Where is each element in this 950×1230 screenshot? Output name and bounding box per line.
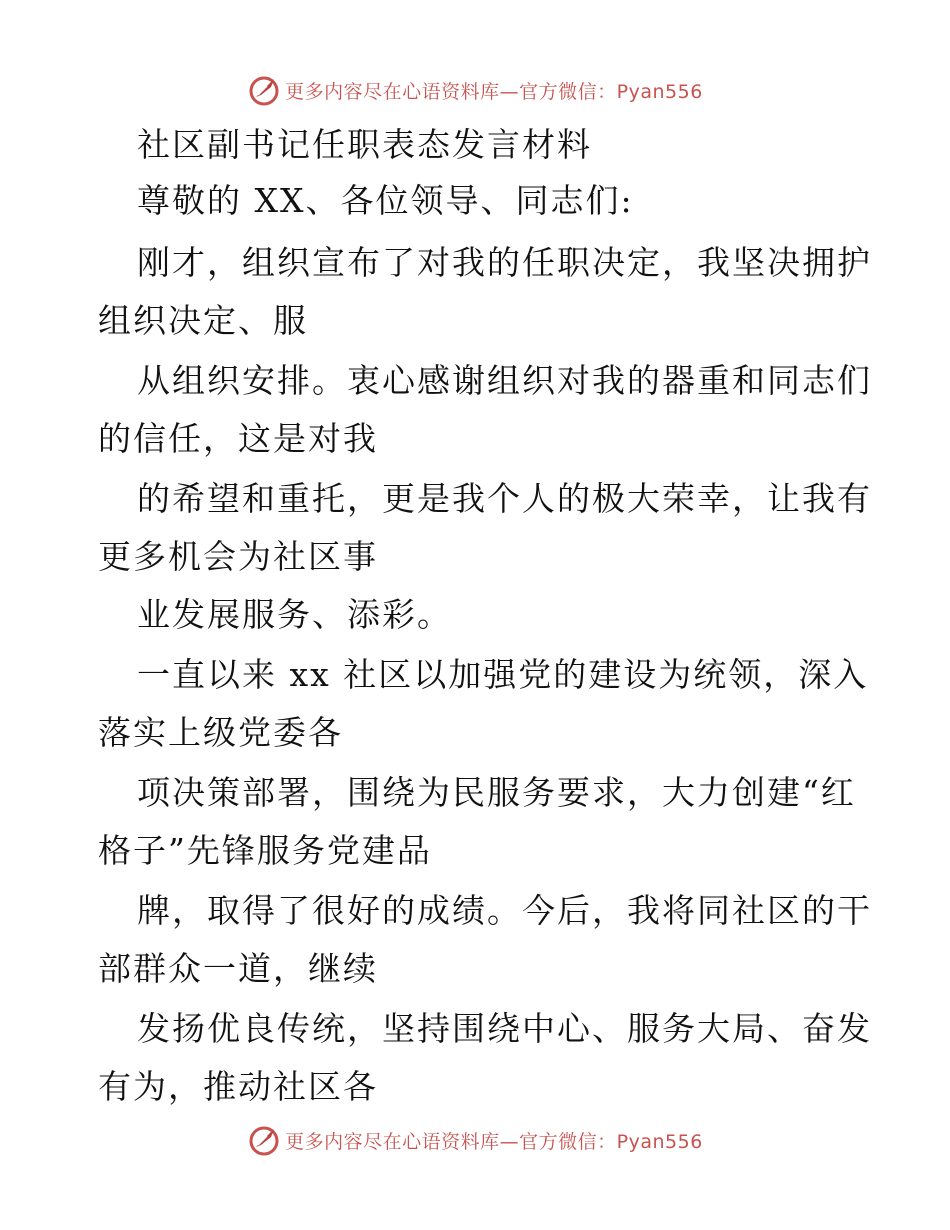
header-banner — [0, 70, 950, 110]
body-line: 一直以来 xx 社区以加强党的建设为统领，深入 — [137, 655, 869, 694]
body-line: 的希望和重托，更是我个人的极大荣幸，让我有 — [137, 479, 872, 518]
body-line: 牌，取得了很好的成绩。今后，我将同社区的干 — [137, 891, 872, 930]
body-line: 落实上级党委各 — [98, 713, 343, 752]
quill-logo-icon — [247, 1123, 281, 1157]
footer-banner — [0, 1120, 950, 1160]
quill-logo-icon — [247, 73, 281, 107]
header-banner-text: 更多内容尽在心语资料库—官方微信：Pyan556 — [285, 80, 703, 103]
document-title: 社区副书记任职表态发言材料 — [137, 125, 592, 164]
body-line: 发扬优良传统，坚持围绕中心、服务大局、奋发 — [137, 1009, 872, 1048]
body-line: 项决策部署，围绕为民服务要求，大力创建“红 — [137, 773, 856, 812]
body-line: 业发展服务、添彩。 — [137, 595, 452, 634]
body-line: 组织决定、服 — [98, 301, 308, 340]
footer-banner-text: 更多内容尽在心语资料库—官方微信：Pyan556 — [285, 1130, 703, 1153]
salutation-line: 尊敬的 XX、各位领导、同志们: — [137, 181, 634, 220]
body-line: 刚才，组织宣布了对我的任职决定，我坚决拥护 — [137, 243, 872, 282]
body-line: 从组织安排。衷心感谢组织对我的器重和同志们 — [137, 361, 872, 400]
body-line: 有为，推动社区各 — [98, 1067, 378, 1106]
body-line: 更多机会为社区事 — [98, 537, 378, 576]
body-line: 部群众一道，继续 — [98, 949, 378, 988]
body-line: 的信任，这是对我 — [98, 419, 378, 458]
body-line: 格子”先锋服务党建品 — [98, 831, 432, 870]
